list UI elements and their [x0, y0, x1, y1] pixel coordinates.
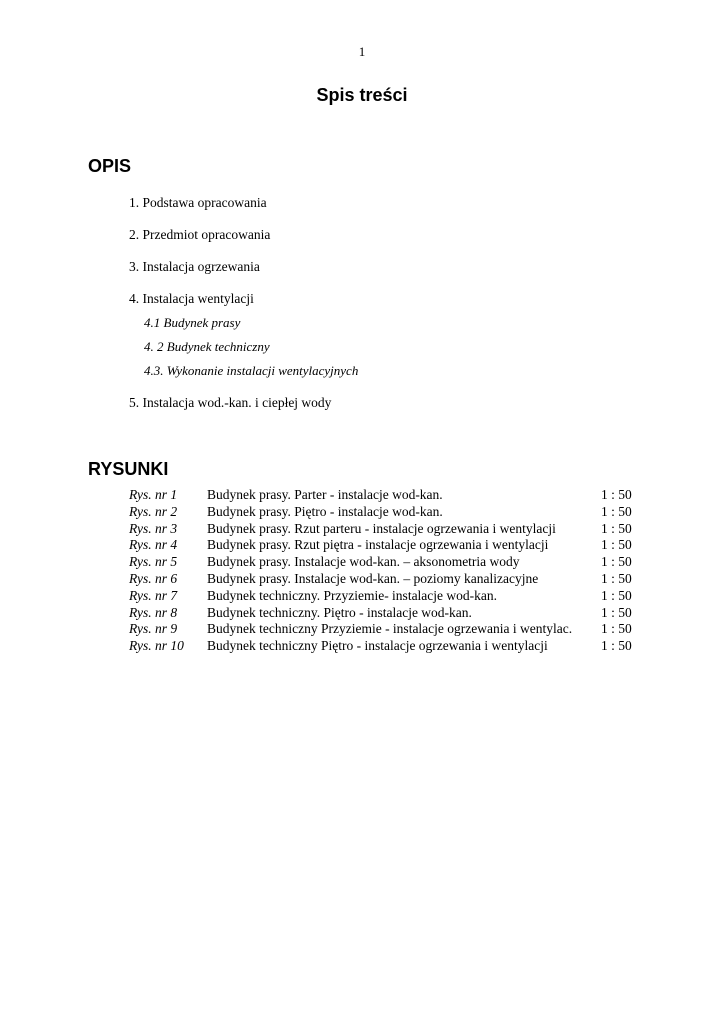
drawing-number: Rys. nr 3 [129, 520, 178, 536]
drawing-number: Rys. nr 10 [129, 638, 184, 654]
opis-subitem-4-2: 4. 2 Budynek techniczny [144, 339, 270, 354]
drawing-row [129, 571, 635, 588]
drawing-scale: 1 : 50 [601, 604, 632, 620]
drawing-description: Budynek techniczny Piętro - instalacje ogrzewania i wentylacji [207, 638, 548, 654]
drawing-row [129, 521, 635, 538]
drawing-description: Budynek prasy. Parter - instalacje wod-kan. [207, 487, 443, 502]
drawing-number: Rys. nr 5 [129, 554, 178, 570]
drawing-row [129, 638, 635, 655]
drawing-description: Budynek prasy. Rzut piętra - instalacje ogrzewania i wentylacji [207, 537, 549, 553]
opis-item-4 [129, 291, 358, 379]
opis-heading: OPIS [88, 156, 132, 176]
page-title: Spis treści [316, 85, 408, 105]
drawing-row [129, 605, 635, 622]
drawing-scale: 1 : 50 [601, 621, 632, 637]
opis-item-3: 3. Instalacja ogrzewania [129, 259, 260, 274]
drawing-number: Rys. nr 4 [129, 537, 178, 553]
drawing-number: Rys. nr 7 [129, 587, 178, 603]
drawing-scale: 1 : 50 [601, 520, 632, 536]
drawing-number: Rys. nr 2 [129, 503, 178, 519]
drawing-number: Rys. nr 8 [129, 604, 178, 620]
drawing-scale: 1 : 50 [601, 587, 632, 603]
drawing-description: Budynek techniczny Przyziemie - instalacje ogrzewania i wentylac. [207, 621, 573, 637]
page-number: 1 [358, 44, 366, 59]
drawing-scale: 1 : 50 [601, 487, 632, 502]
drawing-row [129, 487, 635, 504]
opis-list [129, 195, 358, 427]
opis-subitem-4-1: 4.1 Budynek prasy [144, 315, 241, 330]
drawing-description: Budynek prasy. Piętro - instalacje wod-kan. [207, 503, 443, 519]
drawing-number: Rys. nr 9 [129, 621, 178, 637]
drawing-description: Budynek techniczny. Przyziemie- instalacje wod-kan. [207, 587, 498, 603]
drawing-scale: 1 : 50 [601, 570, 632, 586]
drawing-description: Budynek prasy. Instalacje wod-kan. – aksonometria wody [207, 554, 520, 570]
opis-item-1: 1. Podstawa opracowania [129, 195, 267, 210]
drawing-row [129, 537, 635, 554]
drawing-scale: 1 : 50 [601, 554, 632, 570]
drawing-row [129, 621, 635, 638]
opis-item-2: 2. Przedmiot opracowania [129, 227, 271, 242]
drawing-description: Budynek techniczny. Piętro - instalacje wod-kan. [207, 604, 472, 620]
opis-subitem-4-3: 4.3. Wykonanie instalacji wentylacyjnych [144, 363, 359, 378]
drawing-number: Rys. nr 1 [129, 487, 178, 502]
drawing-row [129, 588, 635, 605]
drawing-number: Rys. nr 6 [129, 570, 178, 586]
drawings-table [129, 487, 635, 655]
drawing-scale: 1 : 50 [601, 638, 632, 654]
drawing-row [129, 504, 635, 521]
drawing-scale: 1 : 50 [601, 503, 632, 519]
drawing-row [129, 554, 635, 571]
opis-item-5: 5. Instalacja wod.-kan. i ciepłej wody [129, 395, 332, 410]
drawing-scale: 1 : 50 [601, 537, 632, 553]
drawing-description: Budynek prasy. Rzut parteru - instalacje ogrzewania i wentylacji [207, 520, 556, 536]
drawing-description: Budynek prasy. Instalacje wod-kan. – poziomy kanalizacyjne [207, 570, 539, 586]
opis-item-4-label: 4. Instalacja wentylacji [129, 291, 254, 306]
opis-sublist [144, 315, 358, 379]
rysunki-heading: RYSUNKI [88, 459, 169, 479]
